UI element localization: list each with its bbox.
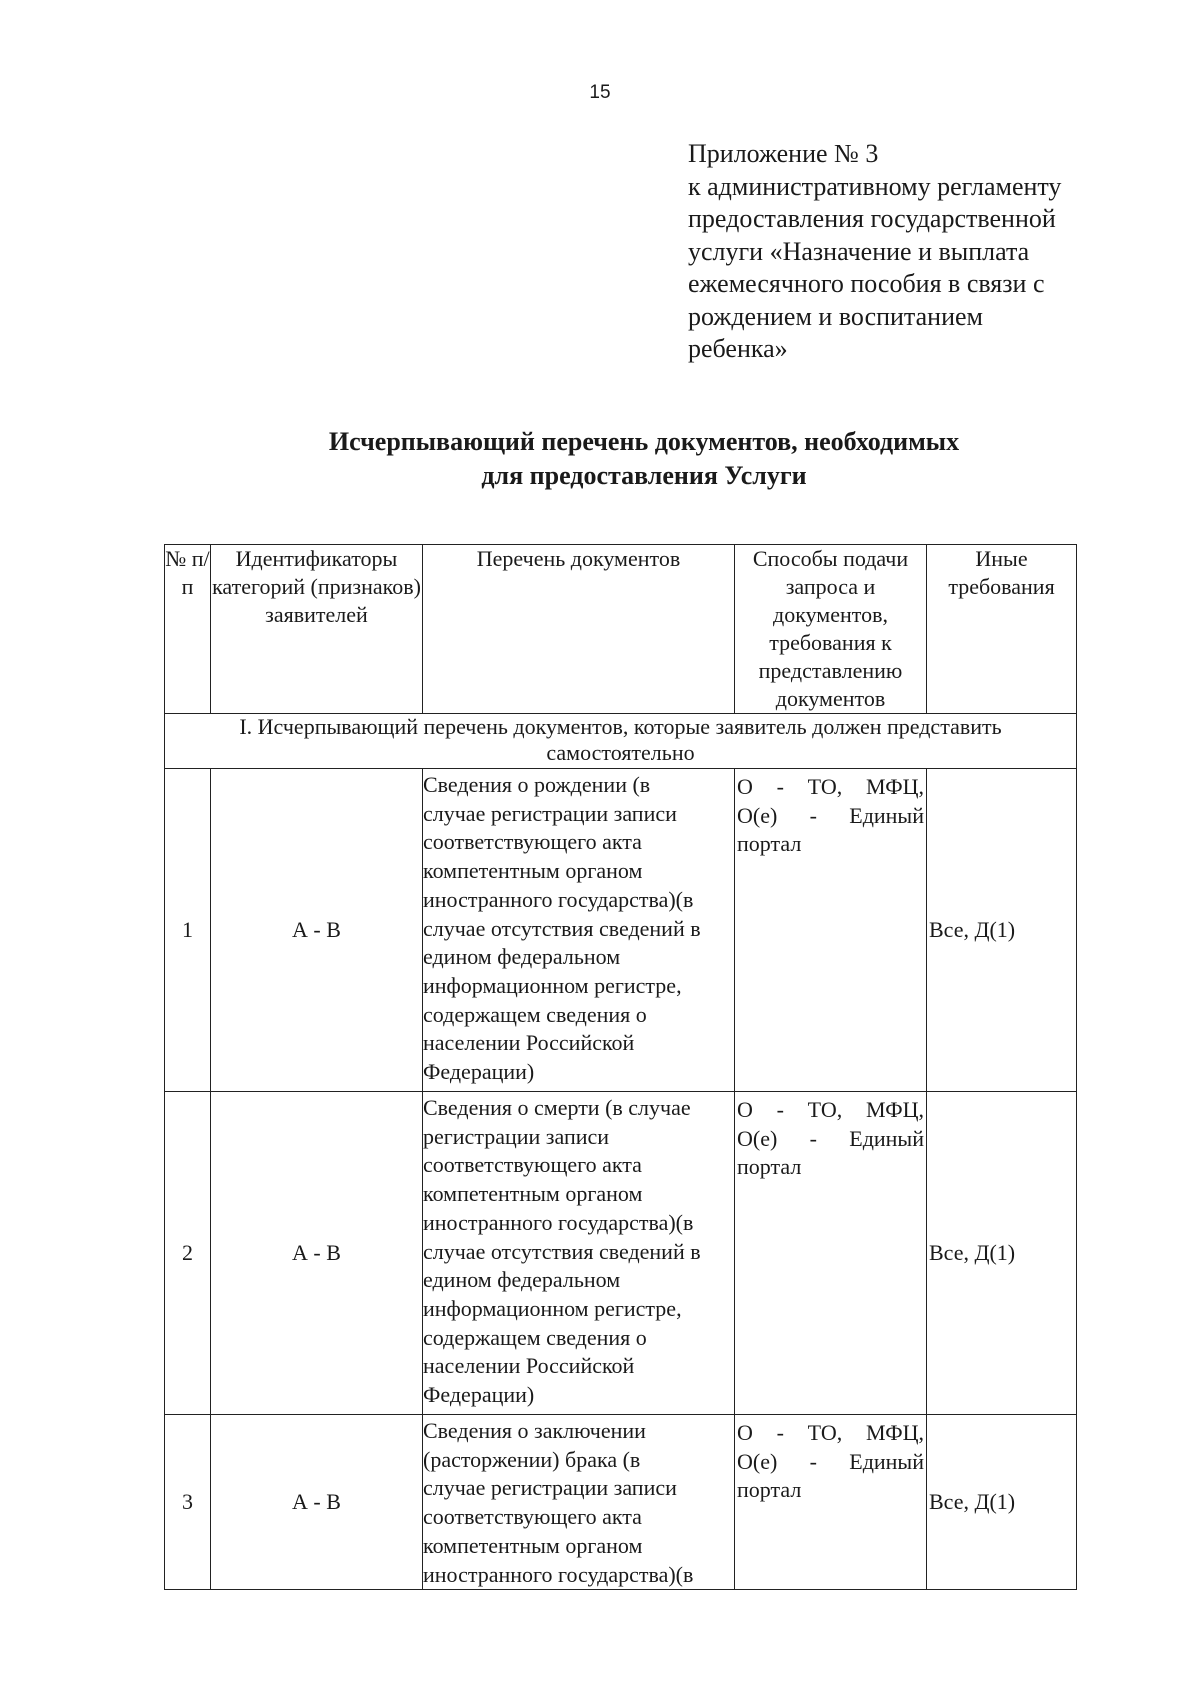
row-number: 1 xyxy=(165,769,211,1092)
doc-line: случае отсутствия сведений в xyxy=(423,1238,701,1264)
table-row xyxy=(165,1092,1077,1415)
appendix-line: предоставления государственной xyxy=(688,204,1056,233)
appendix-line: ежемесячного пособия в связи с xyxy=(688,269,1045,298)
appendix-line: ребенка» xyxy=(688,334,788,363)
doc-line: информационном регистре, xyxy=(423,972,682,998)
doc-line: информационном регистре, xyxy=(423,1295,682,1321)
row-other-requirements: Все, Д(1) xyxy=(927,1092,1077,1415)
header-other: Иные требования xyxy=(927,545,1077,714)
ways-line: О(е) - Единый xyxy=(737,802,924,828)
ways-line: О - ТО, МФЦ, xyxy=(737,1420,924,1445)
doc-line: компетентным органом xyxy=(423,858,643,884)
row-documents xyxy=(423,769,735,1092)
ways-line: портал xyxy=(737,831,802,857)
row-documents xyxy=(423,1092,735,1415)
doc-line: компетентным органом xyxy=(423,1532,643,1558)
documents-table xyxy=(164,544,1077,1590)
row-number: 2 xyxy=(165,1092,211,1415)
ways-line: портал xyxy=(737,1477,802,1503)
doc-line: иностранного государства)(в xyxy=(423,886,694,912)
title-line-1: Исчерпывающий перечень документов, необходимых xyxy=(328,427,960,456)
header-identifiers: Идентификаторы категорий (признаков) заявителей xyxy=(211,545,423,714)
section-row xyxy=(165,714,1077,769)
row-other-requirements: Все, Д(1) xyxy=(927,1415,1077,1590)
doc-line: случае регистрации записи xyxy=(423,1475,677,1501)
appendix-line: услуги «Назначение и выплата xyxy=(688,236,1030,266)
doc-line: едином федеральном xyxy=(423,1267,621,1293)
doc-line: случае отсутствия сведений в xyxy=(423,915,701,941)
appendix-line: рождением и воспитанием xyxy=(688,301,983,331)
header-num: № п/п xyxy=(165,545,211,714)
doc-line: Сведения о заключении xyxy=(423,1418,646,1443)
row-ways xyxy=(735,769,927,1092)
doc-line: соответствующего акта xyxy=(423,829,642,855)
table-row xyxy=(165,1415,1077,1590)
row-other-requirements: Все, Д(1) xyxy=(927,769,1077,1092)
doc-line: Федерации) xyxy=(423,1382,535,1408)
page-number: 15 xyxy=(589,82,611,103)
table-row xyxy=(165,769,1077,1092)
appendix-note xyxy=(688,138,1128,366)
row-ways xyxy=(735,1415,927,1590)
doc-line: едином федеральном xyxy=(423,944,621,970)
doc-line: содержащем сведения о xyxy=(423,1324,647,1350)
appendix-line: Приложение № 3 xyxy=(688,139,879,168)
doc-line: населении Российской xyxy=(423,1353,635,1379)
header-documents: Перечень документов xyxy=(423,545,735,714)
row-identifier: А - В xyxy=(211,1092,423,1415)
doc-line: (расторжении) брака (в xyxy=(423,1446,641,1472)
row-ways xyxy=(735,1092,927,1415)
doc-line: соответствующего акта xyxy=(423,1152,642,1178)
doc-line: иностранного государства)(в xyxy=(423,1209,694,1235)
doc-line: случае регистрации записи xyxy=(423,800,677,826)
document-title xyxy=(0,425,1200,493)
section-heading: I. Исчерпывающий перечень документов, которые заявитель должен представить самостоятельно xyxy=(165,714,1077,769)
doc-line: Федерации) xyxy=(423,1059,535,1085)
row-identifier: А - В xyxy=(211,1415,423,1590)
ways-line: О(е) - Единый xyxy=(737,1125,924,1151)
doc-line: содержащем сведения о xyxy=(423,1001,647,1027)
appendix-line: к административному регламенту xyxy=(688,171,1062,201)
doc-line: иностранного государства)(в xyxy=(423,1561,694,1587)
table-header-row xyxy=(165,545,1077,714)
title-line-2: для предоставления Услуги xyxy=(481,461,807,490)
doc-line: компетентным органом xyxy=(423,1181,643,1207)
row-documents xyxy=(423,1415,735,1590)
row-number: 3 xyxy=(165,1415,211,1590)
ways-line: О - ТО, МФЦ, xyxy=(737,774,924,799)
row-identifier: А - В xyxy=(211,769,423,1092)
ways-line: О - ТО, МФЦ, xyxy=(737,1097,924,1122)
doc-line: населении Российской xyxy=(423,1030,635,1056)
header-ways: Способы подачи запроса и документов, требования к представлению документов xyxy=(735,545,927,714)
ways-line: портал xyxy=(737,1154,802,1180)
ways-line: О(е) - Единый xyxy=(737,1448,924,1474)
doc-line: регистрации записи xyxy=(423,1123,610,1149)
doc-line: соответствующего акта xyxy=(423,1504,642,1530)
doc-line: Сведения о рождении (в xyxy=(423,772,651,797)
doc-line: Сведения о смерти (в случае xyxy=(423,1095,691,1120)
